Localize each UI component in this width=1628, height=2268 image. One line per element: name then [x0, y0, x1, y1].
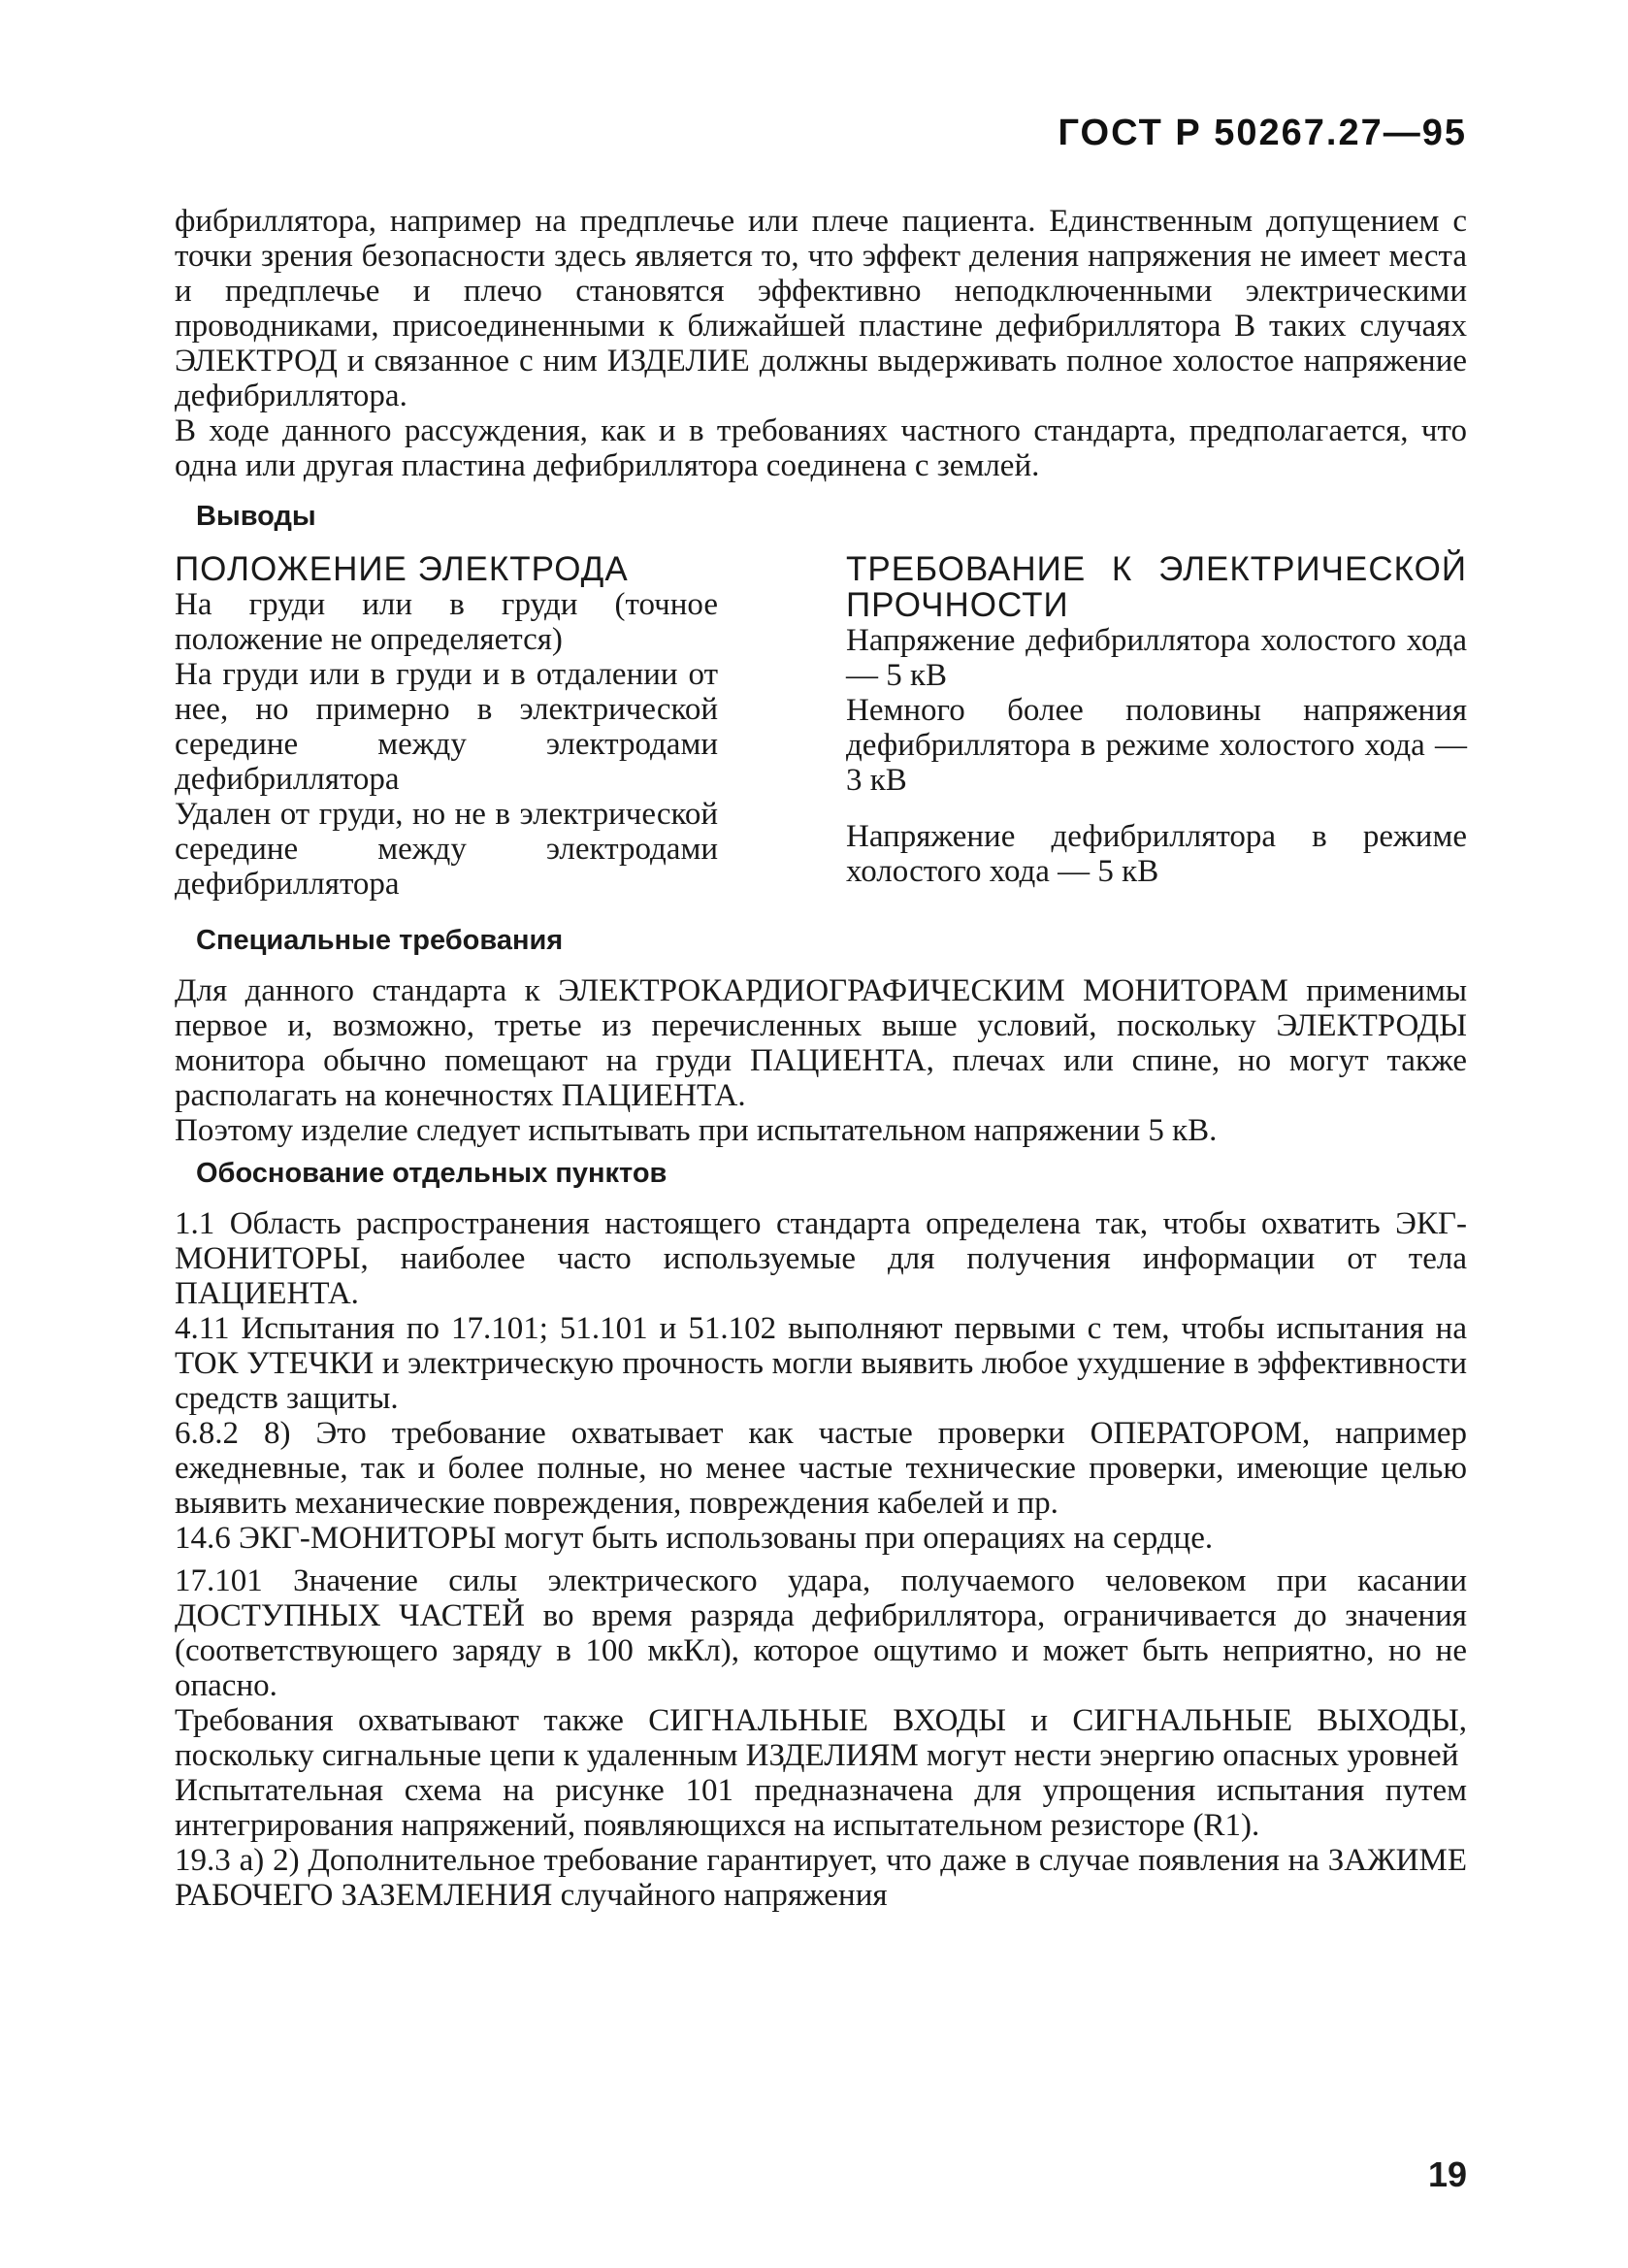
position-cell-3: Удален от груди, но не в электрической середине между электродами дефибриллятора — [175, 797, 718, 902]
rationale-paragraph: 17.101 Значение силы электрического удара, получаемого человеком при касании ДОСТУПНЫХ ЧАСТЕЙ во время разряда дефибриллятора, ограничивается до значения (соответствующего заряду в 100 мкКл), которое ощутимо и может быть неприятно, но не опасно. — [175, 1563, 1467, 1703]
rationale-paragraph: 6.8.2 8) Это требование охватывает как частые проверки ОПЕРАТОРОМ, например ежедневные, так и более полные, но менее частые технические проверки, имеющие целью выявить механические повреждения, повреждения кабелей и пр. — [175, 1416, 1467, 1521]
rationale-paragraph: 4.11 Испытания по 17.101; 51.101 и 51.102 выполняют первыми с тем, чтобы испытания на ТОК УТЕЧКИ и электрическую прочность могли выявить любое ухудшение в эффективности средств защиты. — [175, 1311, 1467, 1416]
requirement-column — [846, 551, 1467, 902]
special-paragraph-2: Поэтому изделие следует испытывать при испытательном напряжении 5 кВ. — [175, 1113, 1218, 1148]
rationale-paragraph: Испытательная схема на рисунке 101 предназначена для упрощения испытания путем интегрирования напряжений, появляющихся на испытательном резисторе (R1). — [175, 1773, 1467, 1843]
document-body — [175, 204, 1467, 1913]
requirement-cell-3: Напряжение дефибриллятора в режиме холостого хода — 5 кВ — [846, 819, 1467, 889]
position-column — [175, 551, 718, 902]
conclusions-heading: Выводы — [196, 501, 316, 532]
rationale-paragraph: 19.3 а) 2) Дополнительное требование гарантирует, что даже в случае появления на ЗАЖИМЕ РАБОЧЕГО ЗАЗЕМЛЕНИЯ случайного напряжения — [175, 1843, 1467, 1913]
requirement-cell-1: Напряжение дефибриллятора холостого хода — 5 кВ — [846, 623, 1467, 693]
position-cell-2: На груди или в груди и в отдалении от нее, но примерно в электрической середине между электродами дефибриллятора — [175, 657, 718, 797]
rationale-paragraph: Требования охватывают также СИГНАЛЬНЫЕ ВХОДЫ и СИГНАЛЬНЫЕ ВЫХОДЫ, поскольку сигнальные цепи к удаленным ИЗДЕЛИЯМ могут нести энергию опасных уровней — [175, 1703, 1467, 1773]
intro-paragraph-1: фибриллятора, например на предплечье или плече пациента. Единственным допущением с точки зрения безопасности здесь является то, что эффект деления напряжения не имеет места и предплечье и плечо становятся эффективно неподключенными электрическими проводниками, присоединенными к ближайшей пластине дефибриллятора В таких случаях ЭЛЕКТРОД и связанное с ним ИЗДЕЛИЕ должны выдерживать полное холостое напряжение дефибриллятора. — [175, 204, 1467, 413]
rationale-paragraph: 1.1 Область распространения настоящего стандарта определена так, чтобы охватить ЭКГ-МОНИТОРЫ, наиболее часто используемые для получения информации от тела ПАЦИЕНТА. — [175, 1206, 1467, 1311]
intro-paragraph-2: В ходе данного рассуждения, как и в требованиях частного стандарта, предполагается, что одна или другая пластина дефибриллятора соединена с землей. — [175, 413, 1467, 483]
rationale-paragraph: 14.6 ЭКГ-МОНИТОРЫ могут быть использованы при операциях на сердце. — [175, 1521, 1214, 1556]
requirement-cell-2: Немного более половины напряжения дефибриллятора в режиме холостого хода — 3 кВ — [846, 693, 1467, 798]
special-requirements-heading: Специальные требования — [196, 925, 564, 956]
rationale-heading: Обоснование отдельных пунктов — [196, 1158, 667, 1189]
special-paragraph-1: Для данного стандарта к ЭЛЕКТРОКАРДИОГРАФИЧЕСКИМ МОНИТОРАМ применимы первое и, возможно, третье из перечисленных выше условий, поскольку ЭЛЕКТРОДЫ монитора обычно помещают на груди ПАЦИЕНТА, плечах или спине, но могут также располагать на конечностях ПАЦИЕНТА. — [175, 973, 1467, 1113]
requirement-column-header: ТРЕБОВАНИЕ К ЭЛЕКТРИЧЕСКОЙ ПРОЧНОСТИ — [846, 550, 1467, 624]
position-cell-1: На груди или в груди (точное положение не определяется) — [175, 587, 718, 657]
document-header: ГОСТ Р 50267.27—95 — [1058, 113, 1467, 153]
conclusions-table — [175, 551, 1467, 902]
position-column-header: ПОЛОЖЕНИЕ ЭЛЕКТРОДА — [175, 550, 629, 588]
page-number: 19 — [1427, 2154, 1467, 2194]
